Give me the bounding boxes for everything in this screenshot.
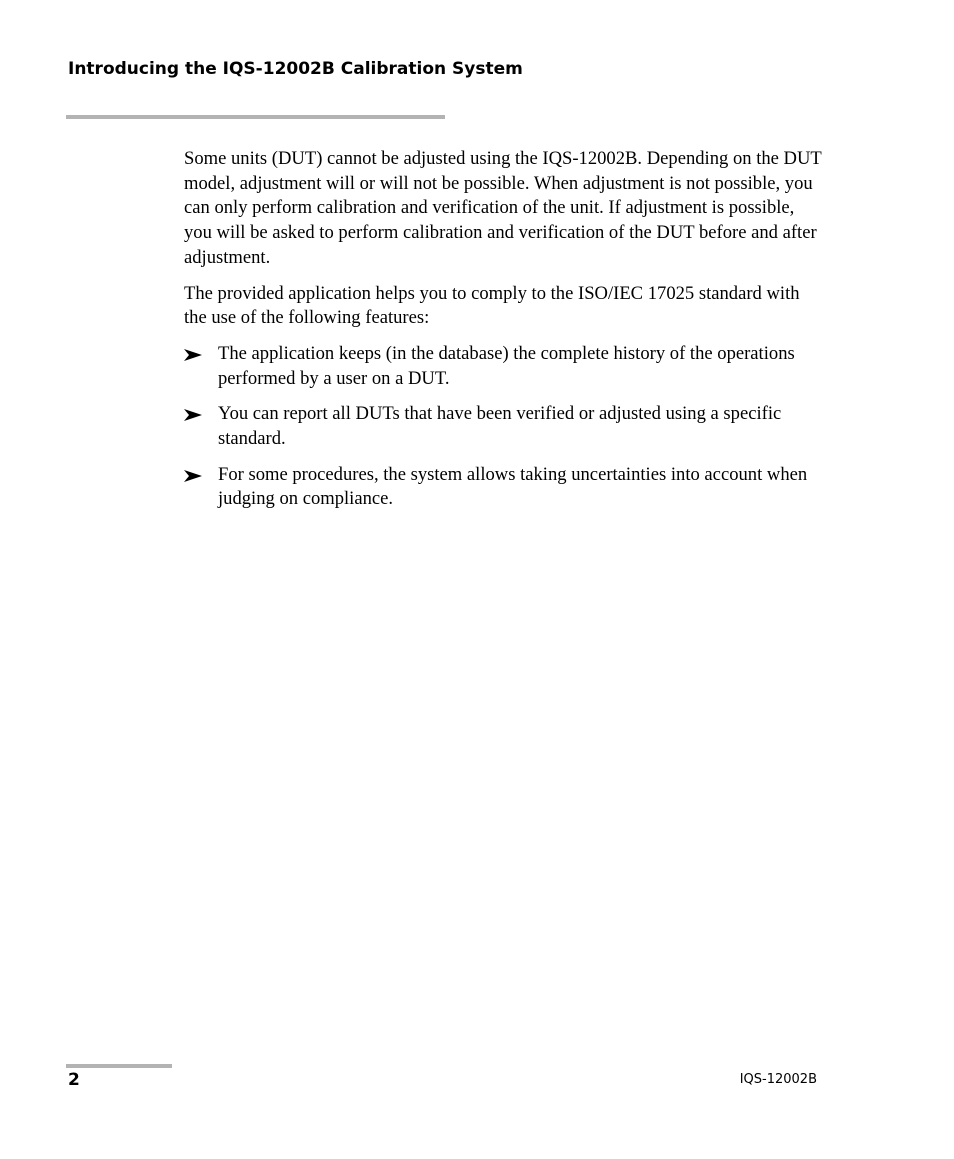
features-intro-paragraph: The provided application helps you to comply to the ISO/IEC 17025 standard with the use of the following features: — [184, 282, 800, 329]
page-number: 2 — [68, 1070, 80, 1090]
list-item — [184, 402, 824, 451]
body-content — [184, 147, 824, 523]
footer-product-name: IQS-12002B — [739, 1072, 817, 1087]
header-rule — [66, 115, 445, 119]
list-item-text: You can report all DUTs that have been verified or adjusted using a specific standard. — [218, 403, 782, 450]
arrowhead-right-icon — [184, 409, 202, 421]
list-item — [184, 342, 824, 391]
list-item-text: For some procedures, the system allows taking uncertainties into account when judging on compliance. — [218, 463, 808, 510]
intro-paragraph: Some units (DUT) cannot be adjusted using the IQS-12002B. Depending on the DUT model, adjustment will or will not be possible. When adjustment is not possible, you can only perform calibration and verification of the unit. If adjustment is possible, you will be asked to perform calibration and verification of the DUT before and after adjustment. — [184, 148, 822, 268]
arrowhead-right-icon — [184, 470, 202, 482]
arrowhead-right-icon — [184, 349, 202, 361]
list-item-text: The application keeps (in the database) the complete history of the operations performed by a user on a DUT. — [218, 342, 795, 389]
footer-rule — [66, 1064, 172, 1068]
feature-list — [184, 342, 824, 512]
running-header-title: Introducing the IQS-12002B Calibration System — [68, 59, 523, 79]
list-item — [184, 463, 824, 512]
